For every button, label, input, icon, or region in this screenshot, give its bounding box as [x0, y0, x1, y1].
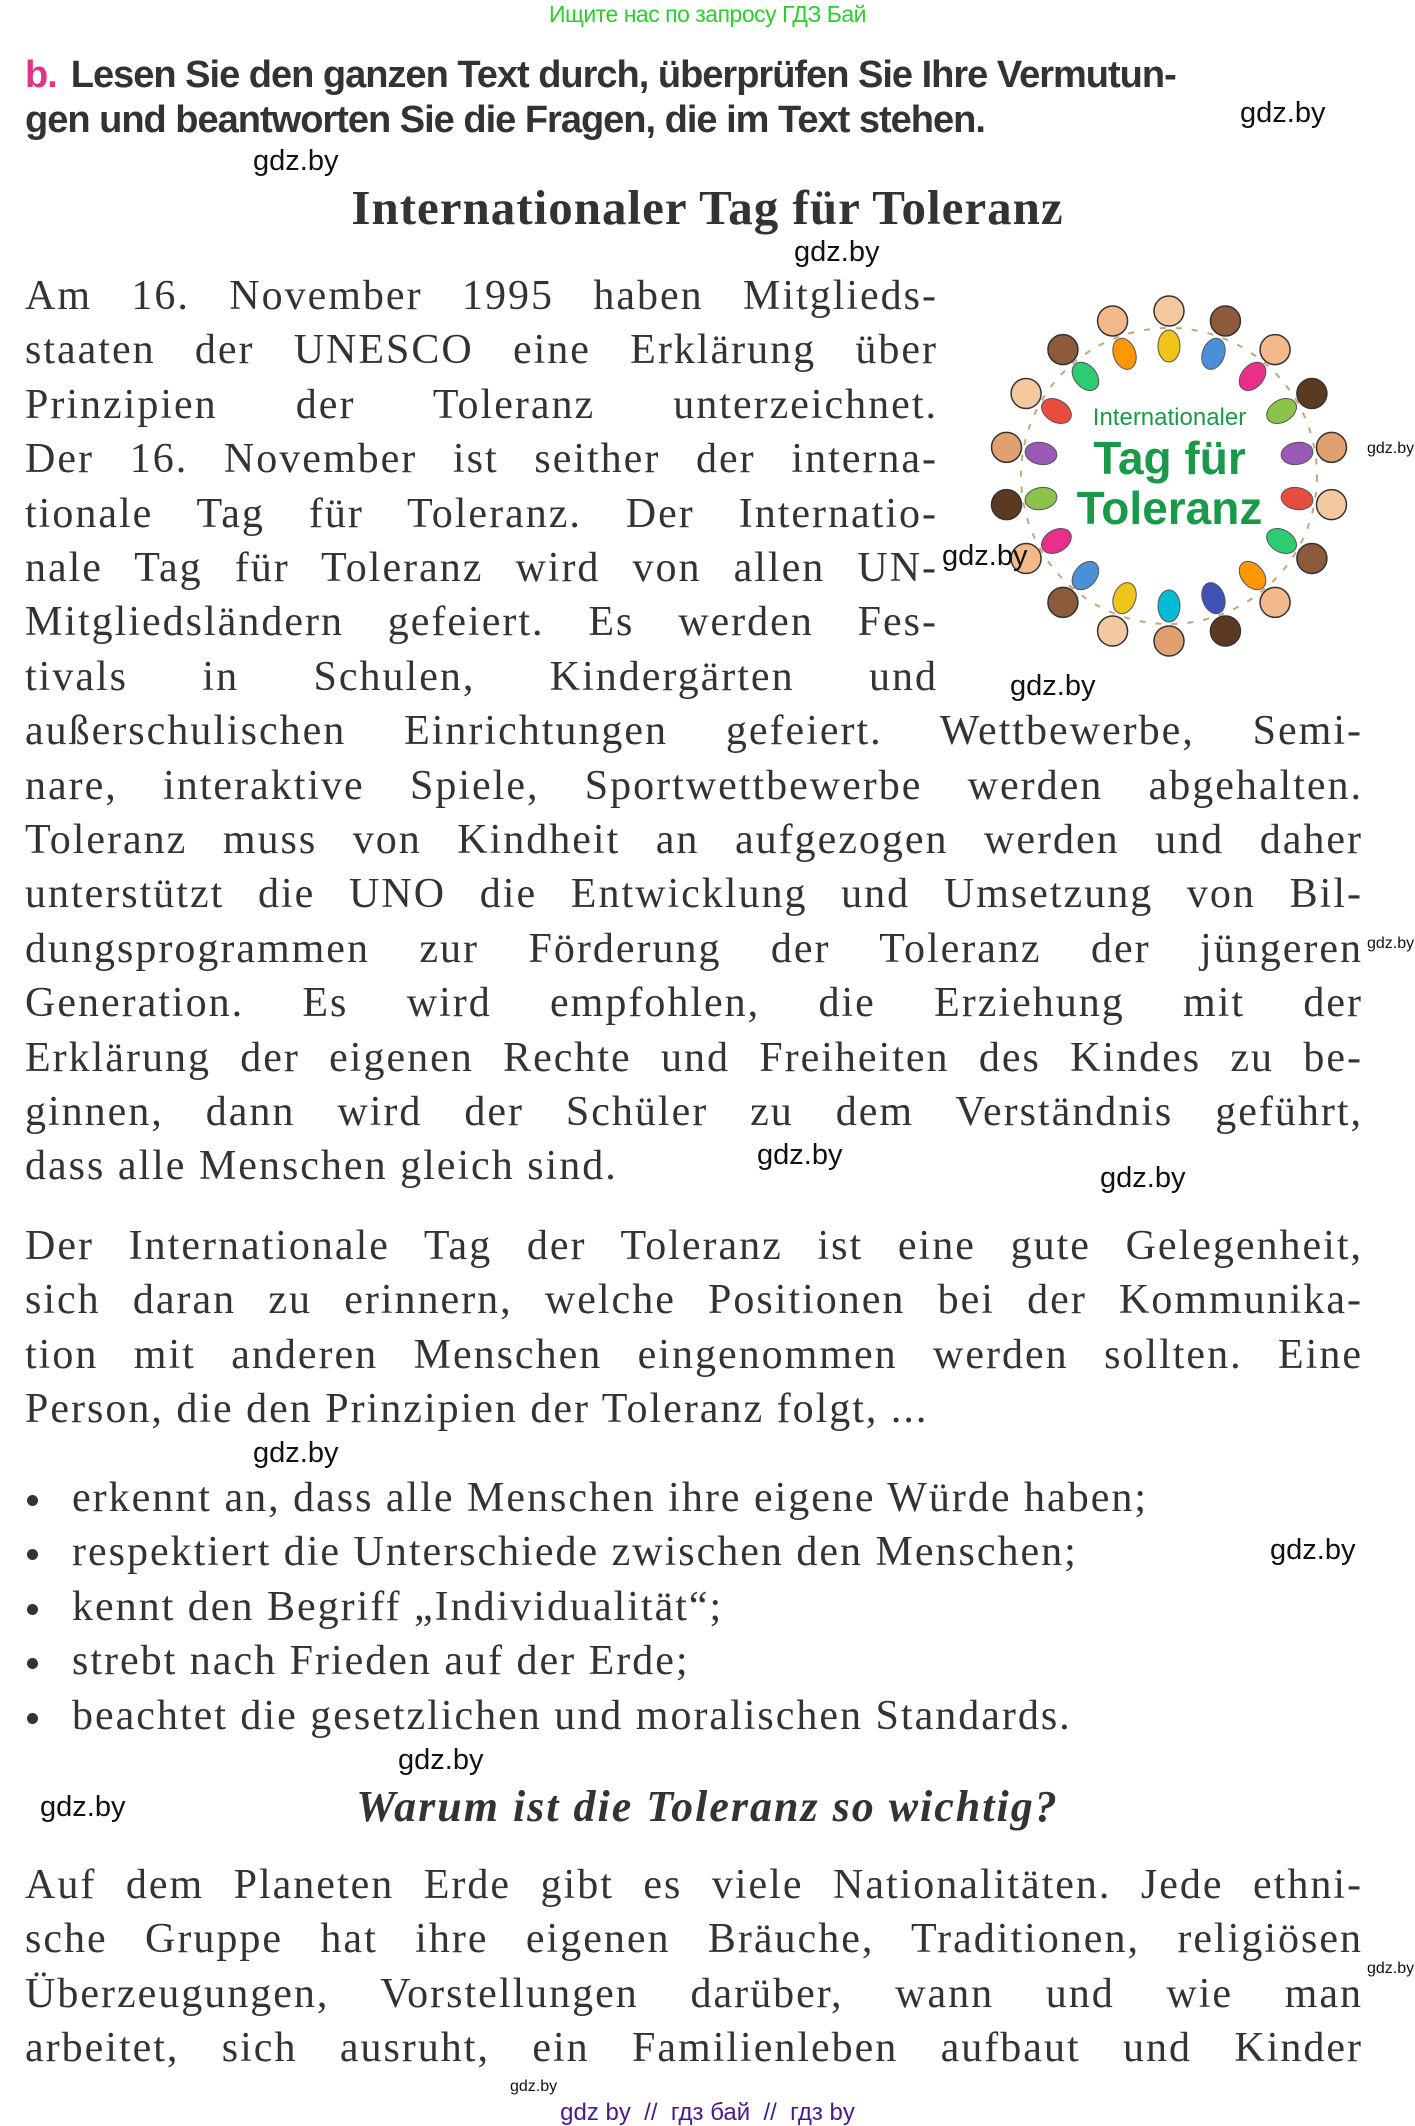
paragraph-3-line: Überzeugungen, Vorstellungen darüber, wann und wie man [25, 1970, 1363, 2017]
section-subtitle: Warum ist die Toleranz so wichtig? [356, 1782, 1059, 1831]
child-head [1154, 626, 1184, 656]
bullet-icon [27, 1713, 38, 1724]
task-letter: b. [25, 54, 57, 96]
watermark-text: gdz.by [757, 1139, 843, 1171]
watermark-text: gdz.by [942, 540, 1028, 572]
bullet-item: erkennt an, dass alle Menschen ihre eigene Würde haben; [72, 1475, 1148, 1521]
logo-text-line-2: Tag für [1093, 432, 1246, 484]
paragraph-1-line: nare, interaktive Spiele, Sportwettbewerbe werden abgehalten. [25, 762, 1363, 809]
child-body [1234, 556, 1271, 595]
child-head [1260, 587, 1290, 617]
child-head [1297, 544, 1327, 574]
watermark-text: gdz.by [510, 2078, 558, 2095]
child-body [1198, 579, 1230, 617]
task-instruction-line-2: gen und beantworten Sie die Fragen, die im Text stehen. [25, 99, 985, 141]
watermark-text: gdz.by [1240, 97, 1326, 129]
child-body [1158, 330, 1180, 362]
watermark-text: gdz.by [398, 1744, 484, 1776]
bullet-icon [27, 1658, 38, 1669]
child-body [1109, 579, 1141, 617]
paragraph-1-line: nale Tag für Toleranz wird von allen UN- [25, 545, 938, 591]
watermark-text: gdz.by [1367, 440, 1415, 457]
paragraph-1-line: dass alle Menschen gleich sind. [25, 1143, 618, 1190]
child-head [1098, 616, 1128, 646]
bullet-item: respektiert die Unterschiede zwischen den Menschen; [72, 1529, 1078, 1576]
watermark-text: gdz.by [1010, 670, 1096, 702]
child-head [1260, 335, 1290, 365]
paragraph-2-line: sich daran zu erinnern, welche Positionen bei der Kommunika- [25, 1277, 1363, 1324]
bullet-icon [27, 1604, 38, 1615]
footer-links: gdz by // гдз бай // гдз by [560, 2099, 855, 2126]
watermark-text: gdz.by [253, 1437, 339, 1469]
watermark-text: gdz.by [253, 145, 339, 177]
bullet-item: beachtet die gesetzlichen und moralischen Standards. [72, 1692, 1072, 1739]
child-head [1210, 616, 1240, 646]
bullet-item: strebt nach Frieden auf der Erde; [72, 1638, 690, 1685]
child-head [1048, 587, 1078, 617]
paragraph-1-line: Erklärung der eigenen Rechte und Freiheiten des Kindes zu be- [25, 1034, 1363, 1081]
article-title: Internationaler Tag für Toleranz [351, 180, 1064, 235]
paragraph-1-line: staaten der UNESCO eine Erklärung über [25, 327, 938, 374]
watermark-text: gdz.by [1367, 935, 1415, 952]
paragraph-1-line: außerschulischen Einrichtungen gefeiert. Wettbewerbe, Semi- [25, 708, 1363, 755]
paragraph-2-line: Person, die den Prinzipien der Toleranz folgt, ... [25, 1386, 929, 1433]
paragraph-1-line: tionale Tag für Toleranz. Der Internatio- [25, 490, 938, 537]
paragraph-1-line: ginnen, dann wird der Schüler zu dem Verständnis geführt, [25, 1089, 1363, 1135]
bullet-icon [27, 1495, 38, 1506]
paragraph-1-line: dungsprogrammen zur Förderung der Toleranz der jüngeren [25, 925, 1363, 972]
paragraph-1-line: unterstützt die UNO die Entwicklung und Umsetzung von Bil- [25, 871, 1363, 918]
bullet-item: kennt den Begriff „Individualität“; [72, 1583, 724, 1630]
paragraph-2-line: tion mit anderen Menschen eingenommen werden sollten. Eine [25, 1331, 1363, 1378]
paragraph-1-line: Der 16. November ist seither der interna- [25, 436, 938, 483]
paragraph-1-line: Generation. Es wird empfohlen, die Erziehung mit der [25, 980, 1363, 1027]
child-head [1210, 306, 1240, 336]
logo-text-line-1: Internationaler [1092, 404, 1247, 431]
watermark-text: gdz.by [40, 1791, 126, 1823]
watermark-text: gdz.by [1367, 1960, 1415, 1977]
child-head [1048, 335, 1078, 365]
paragraph-1-line: Toleranz muss von Kindheit an aufgezogen werden und daher [25, 817, 1363, 863]
watermark-text: gdz.by [794, 236, 880, 268]
watermark-text: gdz.by [1100, 1162, 1186, 1194]
paragraph-3-line: Auf dem Planeten Erde gibt es viele Nationalitäten. Jede ethni- [25, 1862, 1363, 1908]
search-banner: Ищите нас по запросу ГДЗ Бай [548, 1, 867, 27]
child-body [1158, 590, 1180, 622]
paragraph-1-line: Mitgliedsländern gefeiert. Es werden Fes- [25, 599, 938, 646]
child-head [1154, 296, 1184, 326]
paragraph-1-line: tivals in Schulen, Kindergärten und [25, 653, 938, 700]
task-text: Lesen Sie den ganzen Text durch, überprüfen Sie Ihre Vermutun- [70, 54, 1176, 96]
watermark-text: gdz.by [1270, 1534, 1356, 1566]
paragraph-3-line: sche Gruppe hat ihre eigenen Bräuche, Traditionen, religiösen [25, 1916, 1363, 1963]
task-instruction-line-1 [25, 53, 1176, 97]
paragraph-2-line: Der Internationale Tag der Toleranz ist eine gute Gelegenheit, [25, 1223, 1363, 1269]
paragraph-3-line: arbeitet, sich ausruht, ein Familienleben aufbaut und Kinder [25, 2025, 1363, 2072]
child-body [1198, 335, 1230, 373]
child-head [1098, 306, 1128, 336]
paragraph-1-line: Prinzipien der Toleranz unterzeichnet. [25, 381, 938, 428]
tolerance-day-illustration [979, 286, 1360, 667]
paragraph-1-line: Am 16. November 1995 haben Mitglieds- [25, 273, 938, 319]
logo-text-line-3: Toleranz [1076, 482, 1263, 534]
child-body [1109, 335, 1141, 373]
bullet-icon [27, 1549, 38, 1560]
